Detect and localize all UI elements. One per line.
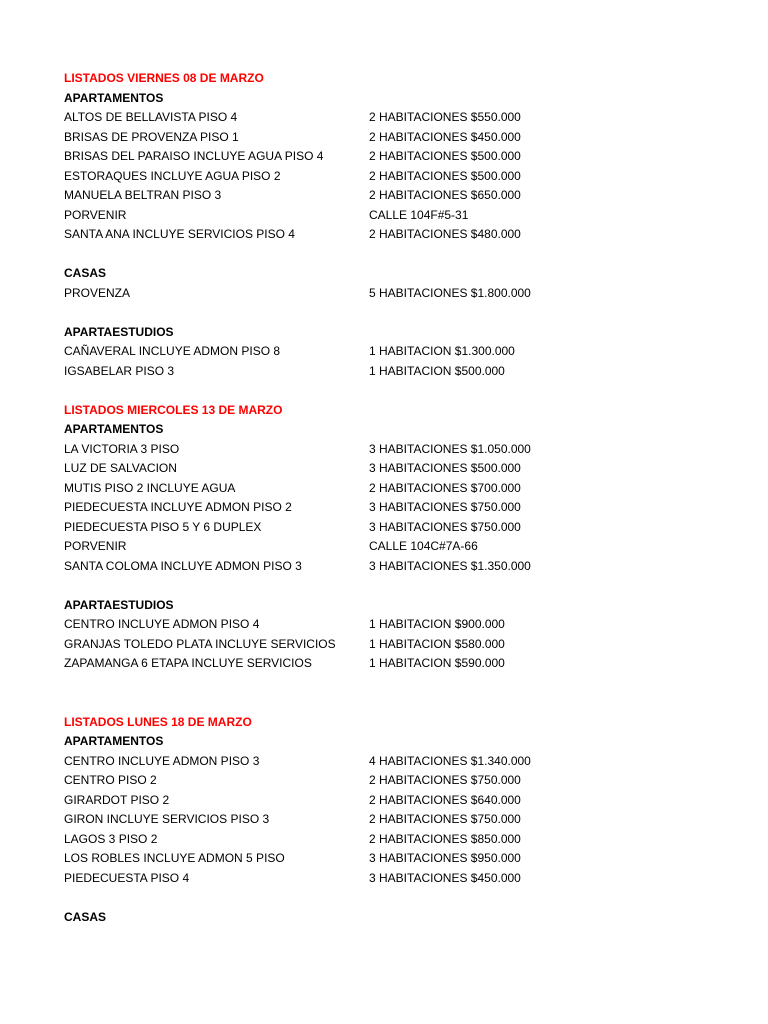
listing-row [64, 537, 724, 557]
listing-detail: 2 HABITACIONES $750.000 [369, 773, 521, 787]
listing-row [64, 869, 724, 889]
listing-detail: 1 HABITACION $1.300.000 [369, 344, 515, 358]
listing-row [64, 518, 724, 538]
listing-detail: 2 HABITACIONES $750.000 [369, 812, 521, 826]
category-heading: CASAS [64, 909, 107, 924]
listing-detail: 1 HABITACION $900.000 [369, 617, 505, 631]
listing-detail: 3 HABITACIONES $1.350.000 [369, 558, 531, 573]
listing-name: PROVENZA [64, 285, 131, 300]
listing-row [64, 615, 724, 635]
listing-row [64, 771, 724, 791]
listing-row [64, 830, 724, 850]
spacer [64, 576, 724, 596]
listing-name: CENTRO INCLUYE ADMON PISO 3 [64, 753, 260, 768]
listing-detail: 3 HABITACIONES $450.000 [369, 870, 521, 885]
listing-detail: 3 HABITACIONES $750.000 [369, 519, 521, 534]
listing-name: LUZ DE SALVACION [64, 461, 177, 475]
listing-name: IGSABELAR PISO 3 [64, 363, 175, 378]
listing-row [64, 791, 724, 811]
listing-row [64, 284, 724, 304]
listing-row [64, 479, 724, 499]
listing-row [64, 752, 724, 772]
listing-row [64, 147, 724, 167]
listing-name: LAGOS 3 PISO 2 [64, 831, 158, 846]
listing-detail: CALLE 104C#7A-66 [369, 539, 478, 553]
listing-name: LOS ROBLES INCLUYE ADMON 5 PISO [64, 851, 285, 865]
listing-name: PORVENIR [64, 539, 127, 553]
listing-row [64, 459, 724, 479]
listing-name: BRISAS DEL PARAISO INCLUYE AGUA PISO 4 [64, 149, 324, 163]
listing-detail: 3 HABITACIONES $950.000 [369, 851, 521, 865]
section-title: LISTADOS VIERNES 08 DE MARZO [64, 71, 264, 85]
listing-row [64, 342, 724, 362]
section-title: LISTADOS MIERCOLES 13 DE MARZO [64, 402, 283, 417]
listing-detail: CALLE 104F#5-31 [369, 207, 469, 222]
listing-name: ESTORAQUES INCLUYE AGUA PISO 2 [64, 168, 281, 183]
listing-detail: 2 HABITACIONES $700.000 [369, 480, 521, 495]
category-heading: APARTAESTUDIOS [64, 324, 174, 339]
listing-name: SANTA COLOMA INCLUYE ADMON PISO 3 [64, 558, 302, 573]
listing-name: PIEDECUESTA PISO 5 Y 6 DUPLEX [64, 519, 262, 534]
listing-name: PORVENIR [64, 207, 127, 222]
category-heading: APARTAMENTOS [64, 90, 164, 105]
listing-row [64, 128, 724, 148]
spacer [64, 245, 724, 265]
section-title: LISTADOS LUNES 18 DE MARZO [64, 714, 252, 729]
listing-row [64, 654, 724, 674]
listing-name: GIRON INCLUYE SERVICIOS PISO 3 [64, 812, 270, 826]
listing-detail: 1 HABITACION $580.000 [369, 636, 505, 651]
listing-row [64, 225, 724, 245]
listing-row [64, 186, 724, 206]
listing-name: CENTRO PISO 2 [64, 773, 157, 787]
listing-name: MUTIS PISO 2 INCLUYE AGUA [64, 480, 236, 495]
listing-detail: 3 HABITACIONES $750.000 [369, 500, 521, 514]
listing-name: BRISAS DE PROVENZA PISO 1 [64, 129, 239, 144]
listing-detail: 1 HABITACION $590.000 [369, 656, 505, 670]
listing-detail: 2 HABITACIONES $480.000 [369, 227, 521, 241]
category-heading: APARTAESTUDIOS [64, 597, 174, 612]
spacer [64, 381, 724, 401]
listing-detail: 2 HABITACIONES $550.000 [369, 110, 521, 124]
listing-detail: 4 HABITACIONES $1.340.000 [369, 753, 531, 768]
listing-detail: 2 HABITACIONES $450.000 [369, 129, 521, 144]
listing-row [64, 849, 724, 869]
listing-detail: 1 HABITACION $500.000 [369, 363, 505, 378]
listing-row [64, 635, 724, 655]
listing-detail: 2 HABITACIONES $650.000 [369, 188, 521, 202]
category-heading: CASAS [64, 266, 107, 280]
listing-detail: 2 HABITACIONES $500.000 [369, 168, 521, 183]
category-heading: APARTAMENTOS [64, 422, 164, 436]
listing-name: CENTRO INCLUYE ADMON PISO 4 [64, 617, 260, 631]
listing-name: ZAPAMANGA 6 ETAPA INCLUYE SERVICIOS [64, 656, 312, 670]
spacer [64, 303, 724, 323]
listing-detail: 2 HABITACIONES $640.000 [369, 792, 521, 807]
listing-detail: 3 HABITACIONES $500.000 [369, 461, 521, 475]
listing-name: SANTA ANA INCLUYE SERVICIOS PISO 4 [64, 227, 295, 241]
listing-detail: 5 HABITACIONES $1.800.000 [369, 285, 531, 300]
listing-name: GIRARDOT PISO 2 [64, 792, 170, 807]
listing-row [64, 810, 724, 830]
listing-row [64, 440, 724, 460]
listing-name: PIEDECUESTA PISO 4 [64, 870, 190, 885]
listing-name: MANUELA BELTRAN PISO 3 [64, 188, 222, 202]
listing-detail: 2 HABITACIONES $850.000 [369, 831, 521, 846]
listing-row [64, 362, 724, 382]
listing-name: GRANJAS TOLEDO PLATA INCLUYE SERVICIOS [64, 636, 336, 651]
document-page [64, 69, 724, 927]
listing-row [64, 108, 724, 128]
listing-name: ALTOS DE BELLAVISTA PISO 4 [64, 110, 238, 124]
listing-name: CAÑAVERAL INCLUYE ADMON PISO 8 [64, 344, 281, 358]
listing-row [64, 557, 724, 577]
listing-name: PIEDECUESTA INCLUYE ADMON PISO 2 [64, 500, 292, 514]
listing-row [64, 498, 724, 518]
listing-name: LA VICTORIA 3 PISO [64, 441, 180, 456]
listing-row [64, 167, 724, 187]
listing-detail: 2 HABITACIONES $500.000 [369, 149, 521, 163]
spacer [64, 674, 724, 713]
spacer [64, 888, 724, 908]
category-heading: APARTAMENTOS [64, 734, 164, 748]
listing-detail: 3 HABITACIONES $1.050.000 [369, 441, 531, 456]
listing-row [64, 206, 724, 226]
